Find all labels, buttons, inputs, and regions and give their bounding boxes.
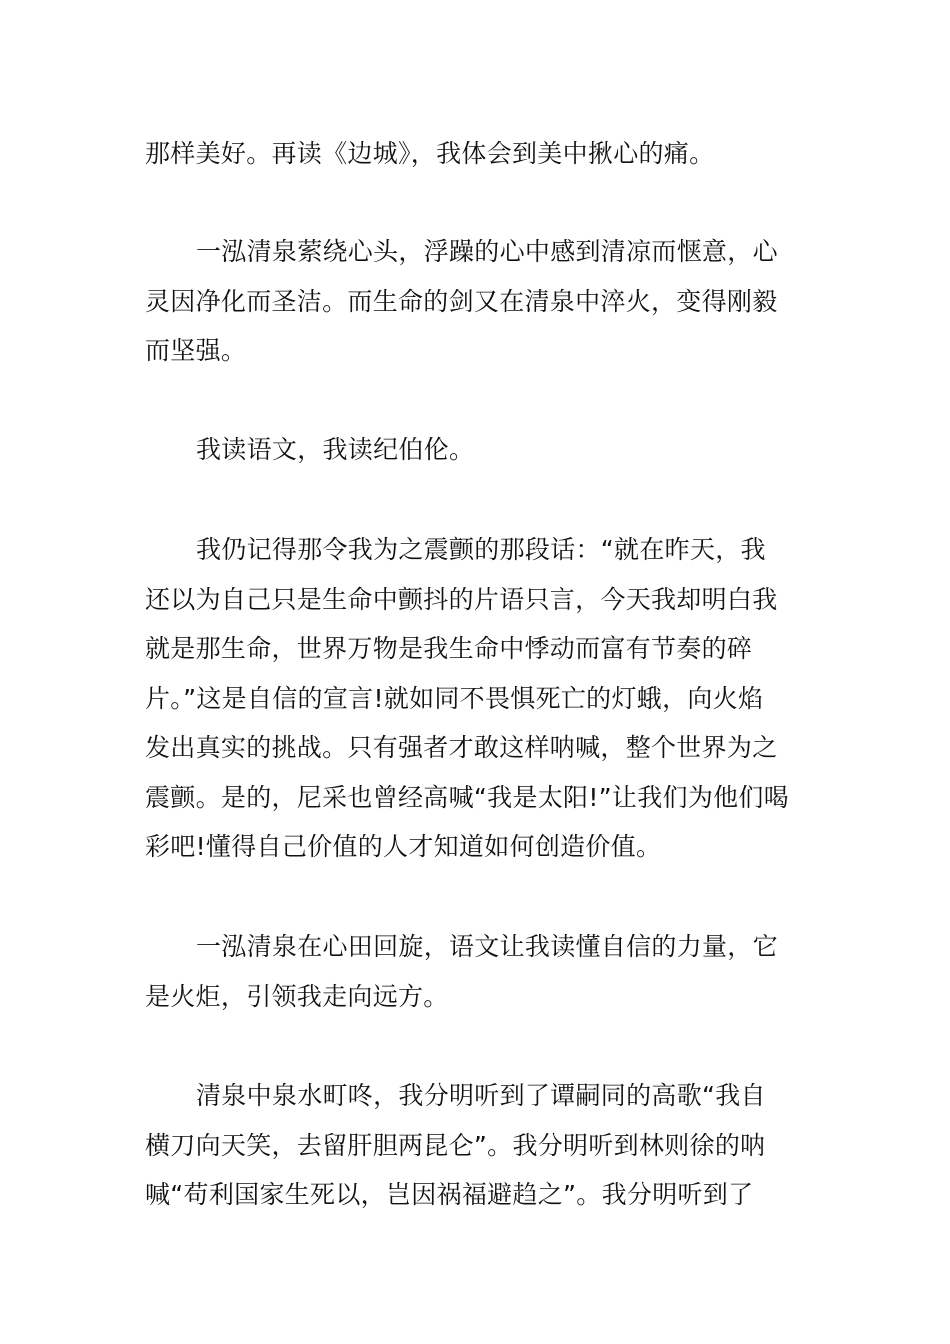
paragraph-line: 一泓清泉在心田回旋，语文让我读懂自信的力量，它: [196, 932, 778, 961]
paragraph-6: [145, 1071, 807, 1220]
paragraph-5: [145, 922, 807, 1021]
paragraph-2: [145, 227, 807, 376]
paragraph-line: 我读语文，我读纪伯伦。: [196, 435, 475, 464]
paragraph-1: [145, 129, 807, 179]
paragraph-line: 而坚强。: [145, 336, 247, 365]
paragraph-3: [145, 425, 807, 475]
paragraph-line: 横刀向天笑，去留肝胆两昆仑”。我分明听到林则徐的呐: [145, 1130, 766, 1160]
paragraph-line: 我仍记得那令我为之震颤的那段话：“就在昨天，我: [196, 535, 766, 564]
paragraph-line: 震颤。是的，尼采也曾经高喊“我是太阳!”让我们为他们喝: [145, 782, 790, 812]
paragraph-line: 发出真实的挑战。只有强者才敢这样呐喊，整个世界为之: [145, 733, 778, 762]
paragraph-line: 清泉中泉水町咚，我分明听到了谭嗣同的高歌“我自: [196, 1081, 766, 1110]
paragraph-line: 片。”这是自信的宣言!就如同不畏惧死亡的灯蛾，向火焰: [145, 683, 764, 713]
paragraph-line: 还以为自己只是生命中颤抖的片语只言，今天我却明白我: [145, 584, 778, 614]
paragraph-line: 就是那生命，世界万物是我生命中悸动而富有节奏的碎: [145, 634, 753, 663]
paragraph-line: 灵因净化而圣洁。而生命的剑又在清泉中淬火，变得刚毅: [145, 286, 778, 316]
paragraph-line: 喊“苟利国家生死以，岂因祸福避趋之”。我分明听到了: [145, 1180, 754, 1209]
paragraph-line: 一泓清泉萦绕心头，浮躁的心中感到清凉而惬意，心: [196, 237, 778, 266]
paragraph-line: 彩吧!懂得自己价值的人才知道如何创造价值。: [145, 832, 662, 861]
paragraph-4: [145, 525, 807, 872]
paragraph-line: 那样美好。再读《边城》，我体会到美中揪心的痛。: [145, 139, 715, 168]
paragraph-line: 是火炬，引领我走向远方。: [145, 981, 449, 1011]
